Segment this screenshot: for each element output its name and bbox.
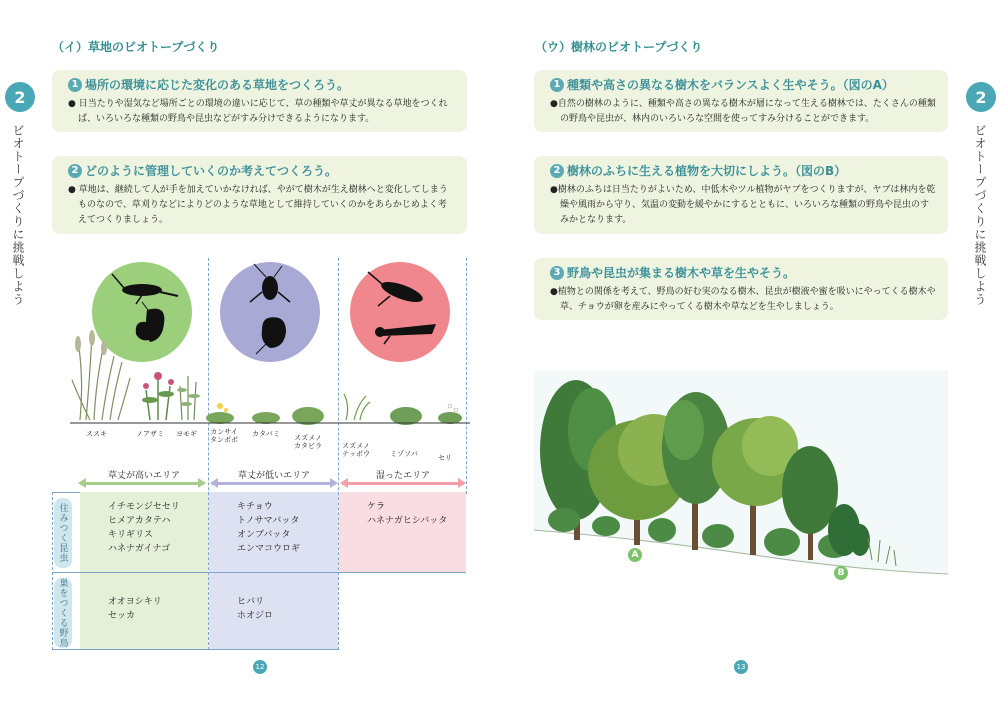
tip-title: 樹林のふちに生える植物を大切にしよう。（図のB） <box>567 164 847 178</box>
number-badge: 1 <box>550 78 564 92</box>
tip-title: 場所の環境に応じた変化のある草地をつくろう。 <box>85 78 350 92</box>
chapter-badge-left: 2 <box>5 82 35 112</box>
tip-box-1 <box>534 70 948 132</box>
woodland-illustration <box>534 370 948 592</box>
page-number-right: 13 <box>734 660 748 674</box>
arrow-wet <box>342 482 464 485</box>
list-item: エンマコウロギ <box>237 544 301 554</box>
section-title-grassland: （イ）草地のビオトープづくり <box>52 40 220 54</box>
plant-label-mizosoba: ミゾソバ <box>390 450 418 458</box>
column-divider <box>52 492 53 650</box>
tip-box-2 <box>52 156 467 234</box>
list-item: ケラ <box>367 502 386 512</box>
number-badge: 3 <box>550 266 564 280</box>
area-label-short: 草丈が低いエリア <box>237 471 310 481</box>
plant-label-kansai-tanpopo: カンサイ タンポポ <box>210 428 238 444</box>
arrow-tall <box>80 482 204 485</box>
arrow-short <box>212 482 336 485</box>
tip-box-3 <box>534 258 948 320</box>
tip-title: 野鳥や昆虫が集まる樹木や草を生やそう。 <box>567 266 796 280</box>
grassland-plants-illustration <box>70 320 470 425</box>
birds-tall-cell <box>80 573 208 649</box>
number-badge: 1 <box>68 78 82 92</box>
table-bottom-line <box>52 649 338 650</box>
marker-b: B <box>834 566 848 580</box>
tip-text: ●樹林のふちは日当たりがよいため、中低木やツル植物がヤブをつくりますが、ヤブは林内を乾燥や風雨から守り、気温の変動を緩やかにするとともに、いろいろな種類の野鳥や昆虫のすみかとなります。 <box>550 185 936 225</box>
section-title-woodland: （ウ）樹林のビオトープづくり <box>535 40 703 54</box>
insects-wet-cell <box>339 492 466 572</box>
tip-text: ● 草地は、継続して人が手を加えていかなければ、やがて樹木が生え樹林へと変化してしまうものなので、草刈りなどによりどのような草地として維持していくのかをあらかじめよく考えてつくりましょう。 <box>68 185 448 225</box>
column-divider <box>338 258 339 650</box>
plant-label-susuki: ススキ <box>86 430 107 438</box>
list-item: ハネナガイナゴ <box>108 544 171 554</box>
list-item: キチョウ <box>237 502 273 512</box>
plant-label-yomogi: ヨモギ <box>176 430 197 438</box>
row-header-insects: 住みつく昆虫 <box>54 498 72 568</box>
list-item: トノサマバッタ <box>237 516 300 526</box>
list-item: キリギリス <box>108 530 153 540</box>
page-number-left: 12 <box>253 660 267 674</box>
plant-label-katabami: カタバミ <box>252 430 280 438</box>
chapter-side-text-right: ビオトープづくりに挑戦しよう <box>973 124 987 306</box>
tip-text: ● 日当たりや湿気など場所ごとの環境の違いに応じて、草の種類や草丈が異なる草地をつくれば、いろいろな種類の野鳥や昆虫などがすみ分けできるようになります。 <box>68 99 448 124</box>
number-badge: 2 <box>68 164 82 178</box>
plant-label-suzumenokatabira: スズメノ カタビラ <box>294 434 322 450</box>
area-label-wet: 湿ったエリア <box>375 471 430 481</box>
tip-box-1 <box>52 70 467 132</box>
tip-title: 種類や高さの異なる樹木をバランスよく生やそう。（図のA） <box>567 78 894 92</box>
insects-tall-cell <box>80 492 208 572</box>
number-badge: 2 <box>550 164 564 178</box>
marker-a: A <box>628 548 642 562</box>
plant-label-noazami: ノアザミ <box>136 430 164 438</box>
list-item: ヒメアカタテハ <box>108 516 171 526</box>
list-item: イチモンジセセリ <box>108 502 180 512</box>
tip-text: ●自然の樹林のように、種類や高さの異なる樹木が層になって生える樹林では、たくさんの種類の野鳥や昆虫が、林内のいろいろな空間を使ってすみ分けることができます。 <box>550 99 936 124</box>
list-item: セッカ <box>108 611 136 621</box>
list-item: ハネナガヒシバッタ <box>367 516 448 526</box>
tip-title: どのように管理していくのか考えてつくろう。 <box>85 164 338 178</box>
list-item: オオヨシキリ <box>108 597 162 607</box>
chapter-side-text-left: ビオトープづくりに挑戦しよう <box>11 124 25 306</box>
insects-short-cell <box>209 492 338 572</box>
plant-label-seri: セリ <box>438 454 452 462</box>
row-header-birds: 巣をつくる野鳥 <box>54 578 72 648</box>
tip-text: ●植物との関係を考えて、野鳥の好む実のなる樹木、昆虫が樹液や蜜を吸いにやってくる樹木や草、チョウが卵を産みにやってくる樹木や草などを生やしましょう。 <box>550 287 936 312</box>
list-item: オンブバッタ <box>237 530 291 540</box>
plant-label-suzumenoteppo: スズメノ テッポウ <box>342 442 370 458</box>
list-item: ホオジロ <box>237 611 274 621</box>
list-item: ヒバリ <box>237 597 265 607</box>
birds-short-cell <box>209 573 338 649</box>
area-label-tall: 草丈が高いエリア <box>107 471 180 481</box>
chapter-badge-right: 2 <box>966 82 996 112</box>
tip-box-2 <box>534 156 948 234</box>
